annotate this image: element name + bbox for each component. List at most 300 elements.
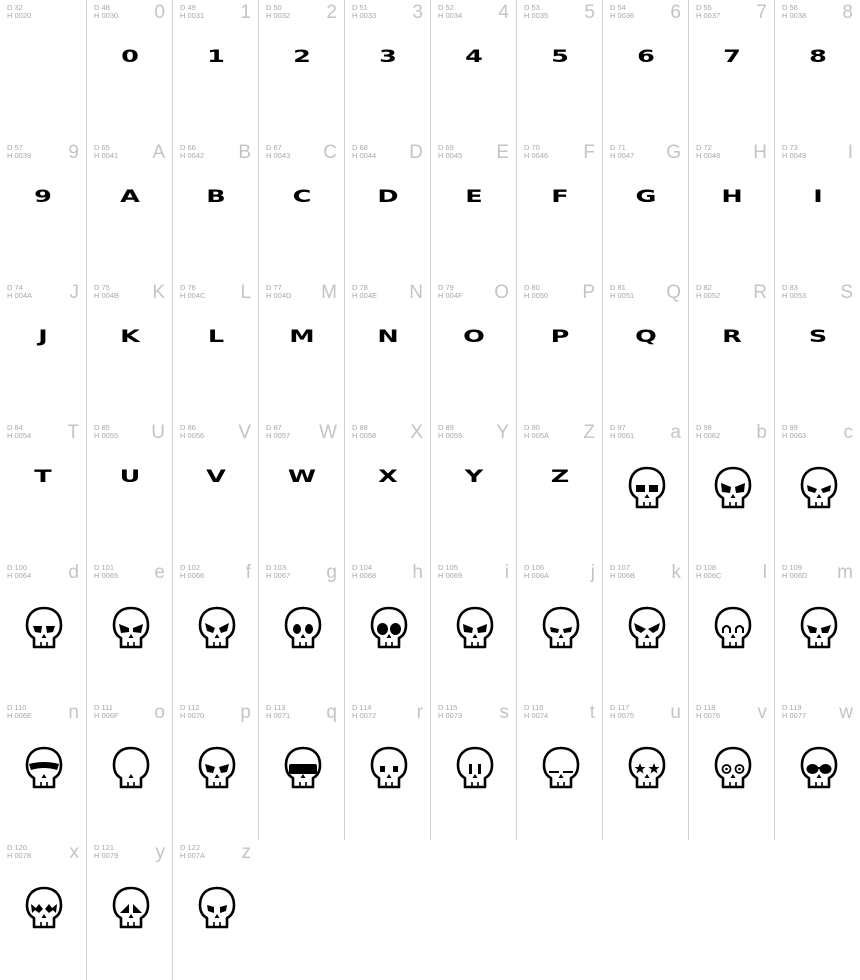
- decimal-code: D 79: [438, 283, 454, 292]
- char-code: [696, 424, 720, 440]
- decimal-code: D 56: [782, 3, 798, 12]
- decimal-code: D 105: [438, 563, 459, 572]
- glyph-preview: Z: [550, 467, 570, 487]
- char-label: s: [499, 702, 509, 723]
- glyph-preview: M: [289, 327, 315, 347]
- char-label: y: [155, 842, 165, 863]
- decimal-code: D 88: [352, 423, 368, 432]
- decimal-code: D 110: [7, 703, 27, 712]
- hex-code: H 0057: [266, 431, 291, 440]
- hex-code: H 006B: [610, 571, 636, 580]
- glyph-preview: G: [635, 187, 657, 207]
- hex-code: H 0031: [180, 11, 205, 20]
- glyph-preview: T: [34, 467, 52, 487]
- decimal-code: D 107: [610, 563, 631, 572]
- glyph-preview: X: [378, 467, 398, 487]
- decimal-code: D 68: [352, 143, 368, 152]
- glyph-cell: [172, 560, 258, 700]
- char-label: S: [840, 282, 853, 303]
- hex-code: H 0063: [782, 431, 807, 440]
- glyph-preview: 6: [637, 47, 655, 67]
- char-code: [610, 284, 634, 300]
- char-label: K: [152, 282, 165, 303]
- hex-code: H 0075: [610, 711, 635, 720]
- char-label: T: [67, 422, 79, 443]
- glyph-preview: U: [119, 467, 141, 487]
- decimal-code: D 87: [266, 423, 282, 432]
- hex-code: H 006D: [782, 571, 808, 580]
- glyph-preview: I: [813, 187, 823, 207]
- char-label: a: [670, 422, 681, 443]
- hex-code: H 0069: [438, 571, 463, 580]
- hex-code: H 004B: [94, 291, 120, 300]
- hex-code: H 0039: [7, 151, 32, 160]
- char-label: 0: [154, 2, 165, 23]
- char-label: A: [152, 142, 165, 163]
- char-code: [94, 564, 118, 580]
- decimal-code: D 74: [7, 283, 23, 292]
- decimal-code: D 86: [180, 423, 196, 432]
- decimal-code: D 113: [266, 703, 286, 712]
- hex-code: H 0056: [180, 431, 205, 440]
- glyph-preview: C: [292, 187, 312, 207]
- decimal-code: D 120: [7, 843, 28, 852]
- char-label: t: [589, 702, 595, 723]
- hex-code: H 0059: [438, 431, 463, 440]
- glyph-cell: [774, 280, 860, 420]
- char-code: [782, 424, 806, 440]
- char-code: [696, 4, 720, 20]
- char-label: I: [847, 142, 853, 163]
- char-label: q: [326, 702, 337, 723]
- glyph-preview: 1: [207, 47, 225, 67]
- decimal-code: D 122: [180, 843, 201, 852]
- decimal-code: D 116: [524, 703, 544, 712]
- decimal-code: D 115: [438, 703, 458, 712]
- glyph-cell: [86, 560, 172, 700]
- decimal-code: D 103: [266, 563, 287, 572]
- decimal-code: D 69: [438, 143, 454, 152]
- char-label: g: [326, 562, 337, 583]
- hex-code: H 0036: [610, 11, 635, 20]
- decimal-code: D 119: [782, 703, 802, 712]
- char-code: [94, 844, 118, 860]
- char-code: [7, 704, 32, 720]
- glyph-cell: [86, 840, 172, 980]
- glyph-preview: F: [551, 187, 569, 207]
- char-code: [7, 144, 31, 160]
- glyph-preview: W: [287, 467, 317, 487]
- hex-code: H 0044: [352, 151, 377, 160]
- char-label: n: [68, 702, 79, 723]
- hex-code: H 0074: [524, 711, 549, 720]
- char-label: N: [409, 282, 423, 303]
- hex-code: H 0052: [696, 291, 721, 300]
- decimal-code: D 67: [266, 143, 282, 152]
- hex-code: H 004E: [352, 291, 378, 300]
- char-code: [180, 564, 204, 580]
- char-label: 1: [240, 2, 251, 23]
- glyph-preview: Q: [635, 327, 657, 347]
- char-label: V: [238, 422, 251, 443]
- decimal-code: D 57: [7, 143, 23, 152]
- glyph-preview: B: [206, 187, 226, 207]
- char-label: C: [323, 142, 337, 163]
- char-label: p: [240, 702, 251, 723]
- glyph-preview: 4: [465, 47, 483, 67]
- decimal-code: D 53: [524, 3, 540, 12]
- glyph-cell: [430, 700, 516, 840]
- hex-code: H 0077: [782, 711, 807, 720]
- hex-code: H 0073: [438, 711, 463, 720]
- char-code: [524, 424, 549, 440]
- hex-code: H 005A: [524, 431, 550, 440]
- hex-code: H 0043: [266, 151, 291, 160]
- glyph-cell: [602, 420, 688, 560]
- decimal-code: D 51: [352, 3, 368, 12]
- hex-code: H 004A: [7, 291, 33, 300]
- decimal-code: D 101: [94, 563, 115, 572]
- char-code: [524, 284, 548, 300]
- char-code: [438, 4, 462, 20]
- char-label: D: [409, 142, 423, 163]
- glyph-preview: L: [207, 327, 225, 347]
- glyph-cell: [516, 700, 602, 840]
- char-label: f: [245, 562, 251, 583]
- glyph-preview: R: [722, 327, 742, 347]
- glyph-preview: V: [206, 467, 226, 487]
- char-code: [438, 564, 462, 580]
- decimal-code: D 118: [696, 703, 716, 712]
- char-code: [352, 564, 376, 580]
- glyph-cell: [688, 560, 774, 700]
- glyph-cell: [774, 560, 860, 700]
- hex-code: H 0055: [94, 431, 119, 440]
- char-label: 7: [756, 2, 767, 23]
- decimal-code: D 106: [524, 563, 545, 572]
- hex-code: H 0020: [7, 11, 32, 20]
- glyph-cell: [602, 560, 688, 700]
- char-code: [7, 844, 31, 860]
- glyph-preview: 5: [551, 47, 569, 67]
- hex-code: H 0032: [266, 11, 291, 20]
- char-code: [94, 704, 119, 720]
- hex-code: H 004C: [180, 291, 206, 300]
- glyph-cell: [344, 560, 430, 700]
- char-label: d: [68, 562, 79, 583]
- hex-code: H 0048: [696, 151, 721, 160]
- hex-code: H 0053: [782, 291, 807, 300]
- char-code: [266, 424, 290, 440]
- glyph-cell: [430, 560, 516, 700]
- char-code: [352, 424, 376, 440]
- glyph-cell: [258, 700, 344, 840]
- decimal-code: D 78: [352, 283, 368, 292]
- char-code: [782, 704, 806, 720]
- glyph-preview: N: [377, 327, 399, 347]
- char-label: v: [757, 702, 767, 723]
- char-label: F: [583, 142, 595, 163]
- char-label: m: [837, 562, 853, 583]
- glyph-preview: 7: [723, 47, 741, 67]
- char-label: J: [69, 282, 79, 303]
- char-label: R: [753, 282, 767, 303]
- glyph-preview: H: [721, 187, 743, 207]
- glyph-preview: 2: [293, 47, 311, 67]
- glyph-cell: [774, 140, 860, 280]
- char-label: k: [671, 562, 681, 583]
- glyph-preview: O: [463, 327, 485, 347]
- decimal-code: D 99: [782, 423, 798, 432]
- char-code: [696, 704, 720, 720]
- hex-code: H 006E: [7, 711, 33, 720]
- char-code: [524, 144, 548, 160]
- char-label: x: [69, 842, 79, 863]
- glyph-cell: [516, 560, 602, 700]
- decimal-code: D 109: [782, 563, 803, 572]
- glyph-preview: 3: [379, 47, 397, 67]
- hex-code: H 004F: [438, 291, 463, 300]
- decimal-code: D 71: [610, 143, 626, 152]
- char-label: Q: [666, 282, 681, 303]
- char-code: [352, 144, 376, 160]
- decimal-code: D 55: [696, 3, 712, 12]
- char-code: [610, 704, 634, 720]
- char-label: b: [756, 422, 767, 443]
- glyph-cell: [0, 700, 86, 840]
- hex-code: H 0047: [610, 151, 635, 160]
- decimal-code: D 97: [610, 423, 626, 432]
- char-label: H: [753, 142, 767, 163]
- decimal-code: D 90: [524, 423, 540, 432]
- glyph-preview: A: [120, 187, 140, 207]
- char-code: [180, 424, 204, 440]
- char-code: [180, 4, 204, 20]
- char-label: i: [504, 562, 509, 583]
- decimal-code: D 70: [524, 143, 540, 152]
- char-label: L: [240, 282, 251, 303]
- glyph-preview: J: [38, 327, 48, 347]
- char-label: o: [154, 702, 165, 723]
- hex-code: H 0064: [7, 571, 32, 580]
- char-label: X: [410, 422, 423, 443]
- char-label: U: [151, 422, 165, 443]
- char-code: [266, 704, 290, 720]
- char-code: [266, 144, 290, 160]
- char-label: W: [319, 422, 337, 443]
- hex-code: H 0068: [352, 571, 377, 580]
- decimal-code: D 84: [7, 423, 23, 432]
- hex-code: H 0045: [438, 151, 463, 160]
- char-label: r: [416, 702, 423, 723]
- decimal-code: D 72: [696, 143, 712, 152]
- char-label: 2: [326, 2, 337, 23]
- glyph-preview: 9: [34, 187, 52, 207]
- char-label: G: [666, 142, 681, 163]
- hex-code: H 0058: [352, 431, 377, 440]
- hex-code: H 0041: [94, 151, 119, 160]
- glyph-cell: [774, 0, 860, 140]
- glyph-preview: S: [808, 327, 828, 347]
- char-code: [610, 564, 635, 580]
- hex-code: H 006F: [94, 711, 119, 720]
- glyph-cell: [516, 420, 602, 560]
- decimal-code: D 114: [352, 703, 372, 712]
- hex-code: H 0076: [696, 711, 721, 720]
- decimal-code: D 75: [94, 283, 110, 292]
- glyph-cell: [688, 420, 774, 560]
- char-code: [782, 564, 807, 580]
- char-code: [438, 284, 463, 300]
- char-label: O: [494, 282, 509, 303]
- char-code: [7, 564, 31, 580]
- char-code: [94, 284, 119, 300]
- decimal-code: D 98: [696, 423, 712, 432]
- glyph-preview: D: [377, 187, 399, 207]
- decimal-code: D 48: [94, 3, 110, 12]
- hex-code: H 0035: [524, 11, 549, 20]
- char-label: 3: [412, 2, 423, 23]
- glyph-cell: [774, 420, 860, 560]
- decimal-code: D 82: [696, 283, 712, 292]
- char-code: [7, 284, 32, 300]
- decimal-code: D 54: [610, 3, 626, 12]
- char-code: [524, 704, 548, 720]
- char-label: h: [412, 562, 423, 583]
- hex-code: H 0046: [524, 151, 549, 160]
- hex-code: H 0071: [266, 711, 291, 720]
- char-code: [94, 144, 118, 160]
- glyph-preview: 8: [809, 47, 827, 67]
- decimal-code: D 121: [94, 843, 115, 852]
- char-code: [438, 424, 462, 440]
- hex-code: H 0070: [180, 711, 205, 720]
- char-label: B: [238, 142, 251, 163]
- hex-code: H 0037: [696, 11, 721, 20]
- decimal-code: D 89: [438, 423, 454, 432]
- hex-code: H 004D: [266, 291, 292, 300]
- char-code: [782, 144, 806, 160]
- hex-code: H 0038: [782, 11, 807, 20]
- char-label: u: [670, 702, 681, 723]
- char-label: 5: [584, 2, 595, 23]
- char-code: [180, 144, 204, 160]
- char-code: [352, 4, 376, 20]
- glyph-cell: [172, 840, 258, 980]
- hex-code: H 0066: [180, 571, 205, 580]
- decimal-code: D 49: [180, 3, 196, 12]
- hex-code: H 0034: [438, 11, 463, 20]
- char-code: [610, 424, 634, 440]
- glyph-cell: [602, 700, 688, 840]
- hex-code: H 0065: [94, 571, 119, 580]
- decimal-code: D 117: [610, 703, 630, 712]
- char-code: [352, 704, 376, 720]
- decimal-code: D 83: [782, 283, 798, 292]
- glyph-preview: Y: [464, 467, 484, 487]
- char-code: [94, 424, 118, 440]
- char-code: [782, 4, 806, 20]
- glyph-cell: [0, 560, 86, 700]
- decimal-code: D 66: [180, 143, 196, 152]
- glyph-cell: [774, 700, 860, 840]
- char-code: [180, 284, 205, 300]
- glyph-cell: [172, 700, 258, 840]
- char-code: [94, 4, 118, 20]
- char-label: E: [496, 142, 509, 163]
- char-code: [266, 4, 290, 20]
- char-label: P: [582, 282, 595, 303]
- hex-code: H 006A: [524, 571, 550, 580]
- decimal-code: D 104: [352, 563, 373, 572]
- glyph-preview: E: [465, 187, 483, 207]
- hex-code: H 0030: [94, 11, 119, 20]
- decimal-code: D 112: [180, 703, 200, 712]
- char-label: z: [241, 842, 251, 863]
- decimal-code: D 65: [94, 143, 110, 152]
- char-label: j: [590, 562, 595, 583]
- decimal-code: D 102: [180, 563, 201, 572]
- decimal-code: D 108: [696, 563, 717, 572]
- decimal-code: D 50: [266, 3, 282, 12]
- glyph-cell: [344, 700, 430, 840]
- hex-code: H 0042: [180, 151, 205, 160]
- hex-code: H 0079: [94, 851, 119, 860]
- hex-code: H 007A: [180, 851, 206, 860]
- char-label: 6: [670, 2, 681, 23]
- char-code: [524, 564, 549, 580]
- char-code: [266, 284, 291, 300]
- decimal-code: D 111: [94, 703, 113, 712]
- glyph-preview: P: [550, 327, 570, 347]
- hex-code: H 0051: [610, 291, 635, 300]
- hex-code: H 0062: [696, 431, 721, 440]
- decimal-code: D 32: [7, 3, 23, 12]
- char-code: [7, 424, 31, 440]
- char-code: [266, 564, 290, 580]
- hex-code: H 0067: [266, 571, 291, 580]
- hex-code: H 0054: [7, 431, 32, 440]
- hex-code: H 0049: [782, 151, 807, 160]
- char-label: w: [839, 702, 853, 723]
- decimal-code: D 76: [180, 283, 196, 292]
- hex-code: H 0050: [524, 291, 549, 300]
- char-code: [696, 564, 721, 580]
- decimal-code: D 52: [438, 3, 454, 12]
- decimal-code: D 80: [524, 283, 540, 292]
- char-code: [180, 844, 205, 860]
- decimal-code: D 73: [782, 143, 798, 152]
- char-code: [524, 4, 548, 20]
- char-code: [610, 144, 634, 160]
- char-code: [352, 284, 377, 300]
- hex-code: H 006C: [696, 571, 722, 580]
- char-label: 9: [68, 142, 79, 163]
- char-code: [696, 284, 720, 300]
- glyph-cell: [86, 700, 172, 840]
- char-label: c: [843, 422, 853, 443]
- char-code: [610, 4, 634, 20]
- char-label: 4: [498, 2, 509, 23]
- hex-code: H 0061: [610, 431, 635, 440]
- char-label: M: [321, 282, 337, 303]
- decimal-code: D 85: [94, 423, 110, 432]
- char-label: 8: [842, 2, 853, 23]
- char-label: Z: [583, 422, 595, 443]
- char-code: [438, 704, 462, 720]
- char-label: Y: [496, 422, 509, 443]
- glyph-cell: [258, 560, 344, 700]
